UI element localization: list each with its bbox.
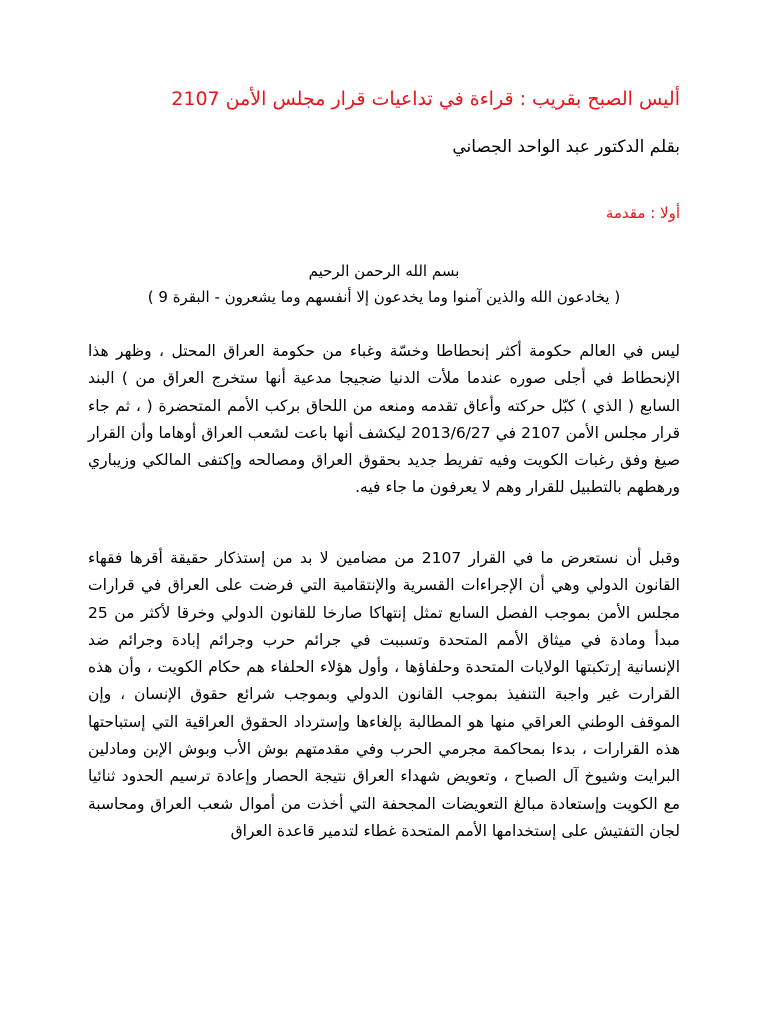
paragraph-1: ليس في العالم حكومة أكثر إنحطاطا وخسّة وغباء من حكومة العراق المحتل ، وظهر هذا الإنحطاط في أجلى صوره عندما ملأت الدنيا ضجيجا مدعية أنها ستخرج العراق من ) البند السابع ( الذي ) كبّل حركته وأعاق تقدمه ومنعه من اللحاق بركب الأمم المتحضرة ( ، ثم جاء قرار مجلس الأمن 2107 في 2013/6/27 ليكشف أنها باعت لشعب العراق أوهاما وأن القرار صيغ وفق رغبات الكويت وفيه تفريط جديد بحقوق العراق ومصالحه وإكتفى المالكي وزيباري ورهطهم بالتطبيل للقرار وهم لا يعرفون ما جاء فيه. [88,342,681,497]
basmala: بسم الله الرحمن الرحيم [308,262,460,280]
section-heading: أولا : مقدمة [605,204,680,222]
article-title: أليس الصبح بقريب : قراءة في تداعيات قرار مجلس الأمن 2107 [171,88,680,110]
quran-verse: ( يخادعون الله والذين آمنوا وما يخدعون إلا أنفسهم وما يشعرون - البقرة 9 ) [147,288,621,306]
author-byline: بقلم الدكتور عبد الواحد الجصاني [452,137,680,157]
paragraph-2: وقبل أن نستعرض ما في القرار 2107 من مضامين لا بد من إستذكار حقيقة أقرها فقهاء القانون الدولي وهي أن الإجراءات القسرية والإنتقامية التي فرضت على العراق في قرارات مجلس الأمن بموجب الفصل السابع تمثل إنتهاكا صارخا للقانون الدولي وخرقا لأكثر من 25 مبدأ ومادة في ميثاق الأمم المتحدة وتسببت في جرائم حرب وجرائم إبادة وجرائم ضد الإنسانية إرتكبتها الولايات المتحدة وحلفاؤها ، وأول هؤلاء الحلفاء هم حكام الكويت ، وأن هذه القرارت غير واجبة التنفيذ بموجب القانون الدولي وبموجب شرائع حقوق الإنسان ، وإن الموقف الوطني العراقي منها هو المطالبة بإلغاءها وإسترداد الحقوق العراقية التي إستباحتها هذه القرارات ، بدءا بمحاكمة مجرمي الحرب وفي مقدمتهم بوش الأب وبوش الإبن ومادلين البرايت وشيوخ آل الصباح ، وتعويض شهداء العراق نتيجة الحصار وإعادة ترسيم الحدود ثنائيا مع الكويت وإستعادة مبالغ التعويضات المجحفة التي أخذت من أموال شعب العراق ومحاسبة لجان التفتيش على إستخدامها الأمم المتحدة غطاء لتدمير قاعدة العراق [88,549,680,840]
